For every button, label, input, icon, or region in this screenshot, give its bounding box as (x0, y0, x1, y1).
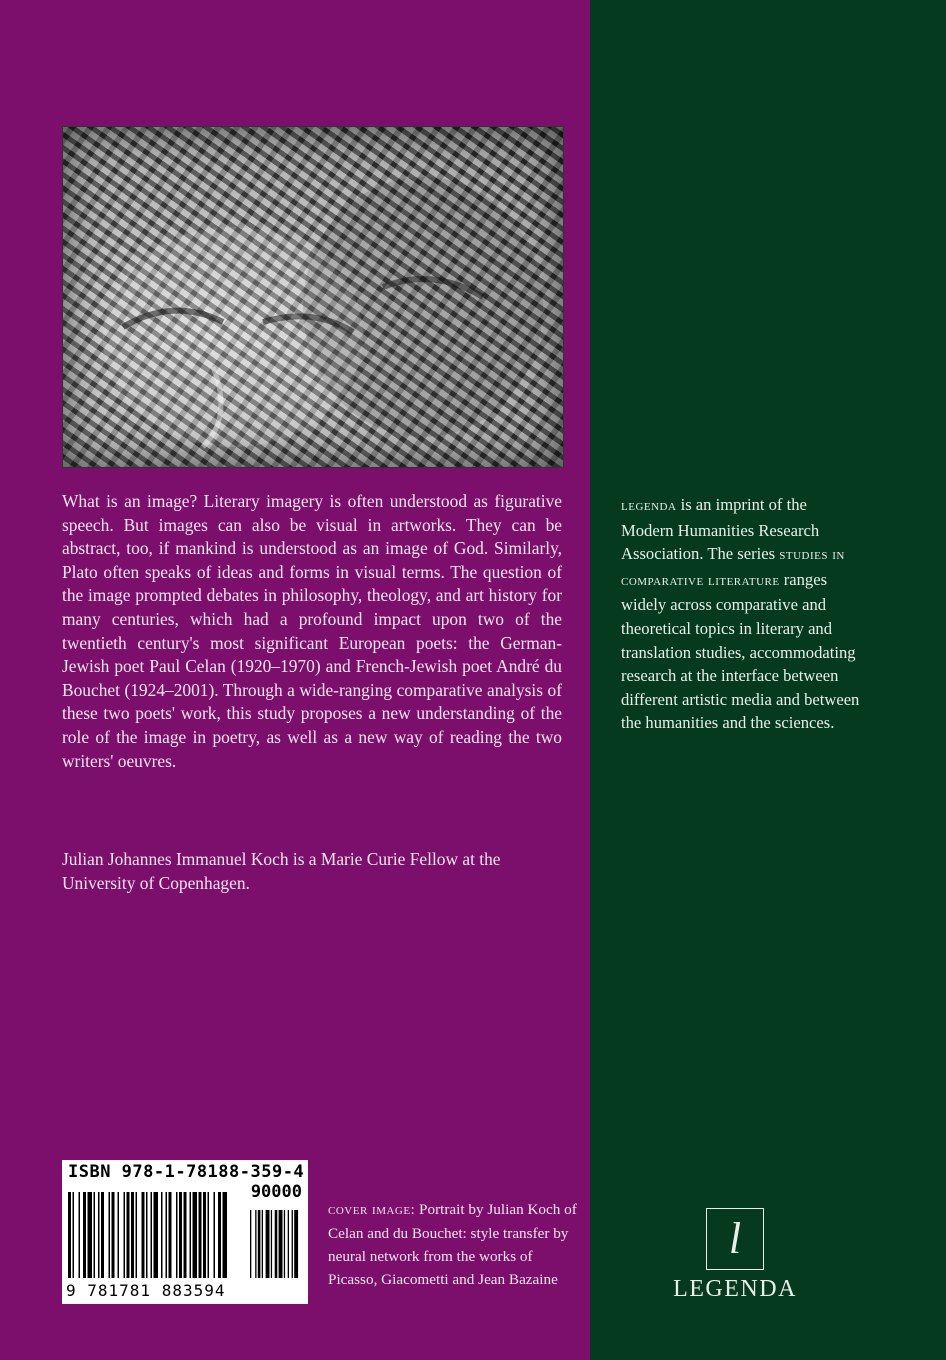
barcode-bar (190, 1192, 192, 1278)
barcode-bar (179, 1192, 182, 1278)
barcode-bar (79, 1192, 81, 1278)
series-name: studies in comparative literature (621, 547, 845, 589)
barcode-addon-bar (284, 1210, 285, 1278)
barcode-addon-bar (250, 1210, 251, 1278)
barcode-bar (193, 1192, 198, 1278)
barcode-addon-bar (255, 1210, 256, 1278)
barcode-bar (184, 1192, 187, 1278)
cover-credit-text: Portrait by Julian Koch of Celan and du Bouchet: style transfer by neural network from the works of Picasso, Giacometti and Jean Bazaine (328, 1201, 577, 1288)
logo-letter: l (728, 1214, 742, 1263)
barcode-addon-bar (279, 1210, 283, 1278)
barcode-bar (199, 1192, 202, 1278)
barcode-bar (146, 1192, 148, 1278)
barcode-bar (68, 1192, 71, 1278)
barcode-bar (118, 1192, 120, 1278)
barcode-bar (203, 1192, 206, 1278)
barcode-bar (112, 1192, 115, 1278)
ean-digits: 9 781781 883594 (66, 1281, 226, 1300)
barcode-addon-bar (275, 1210, 278, 1278)
barcode-bars (68, 1182, 302, 1280)
legenda-logo-icon (706, 1208, 764, 1270)
barcode-addon-bar (266, 1210, 270, 1278)
cover-credit-label: cover image: (328, 1202, 416, 1218)
barcode-bar (131, 1192, 134, 1278)
barcode-bar (161, 1192, 163, 1278)
barcode-bar (98, 1192, 100, 1278)
barcode-bar (208, 1192, 210, 1278)
barcode-bar (109, 1192, 111, 1278)
barcode-bar (127, 1192, 130, 1278)
barcode-addon-bar (292, 1210, 293, 1278)
barcode-bar (94, 1192, 96, 1278)
barcode-bar (154, 1192, 159, 1278)
barcode-bar (218, 1192, 221, 1278)
isbn-label: ISBN 978-1-78188-359-4 (68, 1162, 305, 1182)
barcode-addon-bar (271, 1210, 272, 1278)
barcode-bar (124, 1192, 126, 1278)
barcode-addon-bar (258, 1210, 261, 1278)
series-description (621, 493, 861, 735)
barcode-bar (142, 1192, 145, 1278)
barcode-bar (223, 1192, 228, 1278)
author-bio: Julian Johannes Immanuel Koch is a Marie Curie Fellow at the University of Copenhagen. (62, 849, 501, 893)
barcode-bar (73, 1192, 75, 1278)
barcode-bar (83, 1192, 86, 1278)
cover-portrait-image (62, 126, 564, 468)
barcode-bar (88, 1192, 93, 1278)
barcode-bar (151, 1192, 153, 1278)
barcode-addon-bar (262, 1210, 263, 1278)
barcode-addon-bar (294, 1210, 298, 1278)
logo-wordmark: LEGENDA (673, 1276, 797, 1302)
series-text-part2: ranges widely across comparative and theoretical topics in literary and translation studies, accommodating research at the interface between different artistic media and between the humanities and the sciences. (621, 569, 860, 733)
barcode-bar (166, 1192, 168, 1278)
cover-image-credit (328, 1198, 578, 1291)
barcode-bar (176, 1192, 178, 1278)
series-text-part1: is an imprint of the Modern Humanities Research Association. The series (621, 495, 820, 564)
price-code: 90000 (250, 1182, 302, 1202)
barcode-bar (169, 1192, 172, 1278)
barcode-bar (214, 1192, 216, 1278)
barcode-addon-bar (288, 1210, 289, 1278)
imprint-name: legenda (621, 498, 677, 514)
book-description: What is an image? Literary imagery is often understood as figurative speech. But images can also be visual in artworks. They can be abstract, too, if mankind is understood as an image of God. Similarly, Plato often speaks of ideas and forms in visual terms. The question of the image prompted debates in philosophy, theology, and art history for many centuries, which had a profound impact upon two of the twentieth century's most significant European poets: the German-Jewish poet Paul Celan (1920–1970) and French-Jewish poet André du Bouchet (1924–2001). Through a wide-ranging comparative analysis of these two poets' work, this study proposes a new understanding of the role of the image in poetry, as well as a new way of reading the two writers' oeuvres. (62, 491, 562, 771)
barcode-bar (136, 1192, 138, 1278)
isbn-barcode (62, 1160, 308, 1304)
barcode-bar (101, 1192, 104, 1278)
